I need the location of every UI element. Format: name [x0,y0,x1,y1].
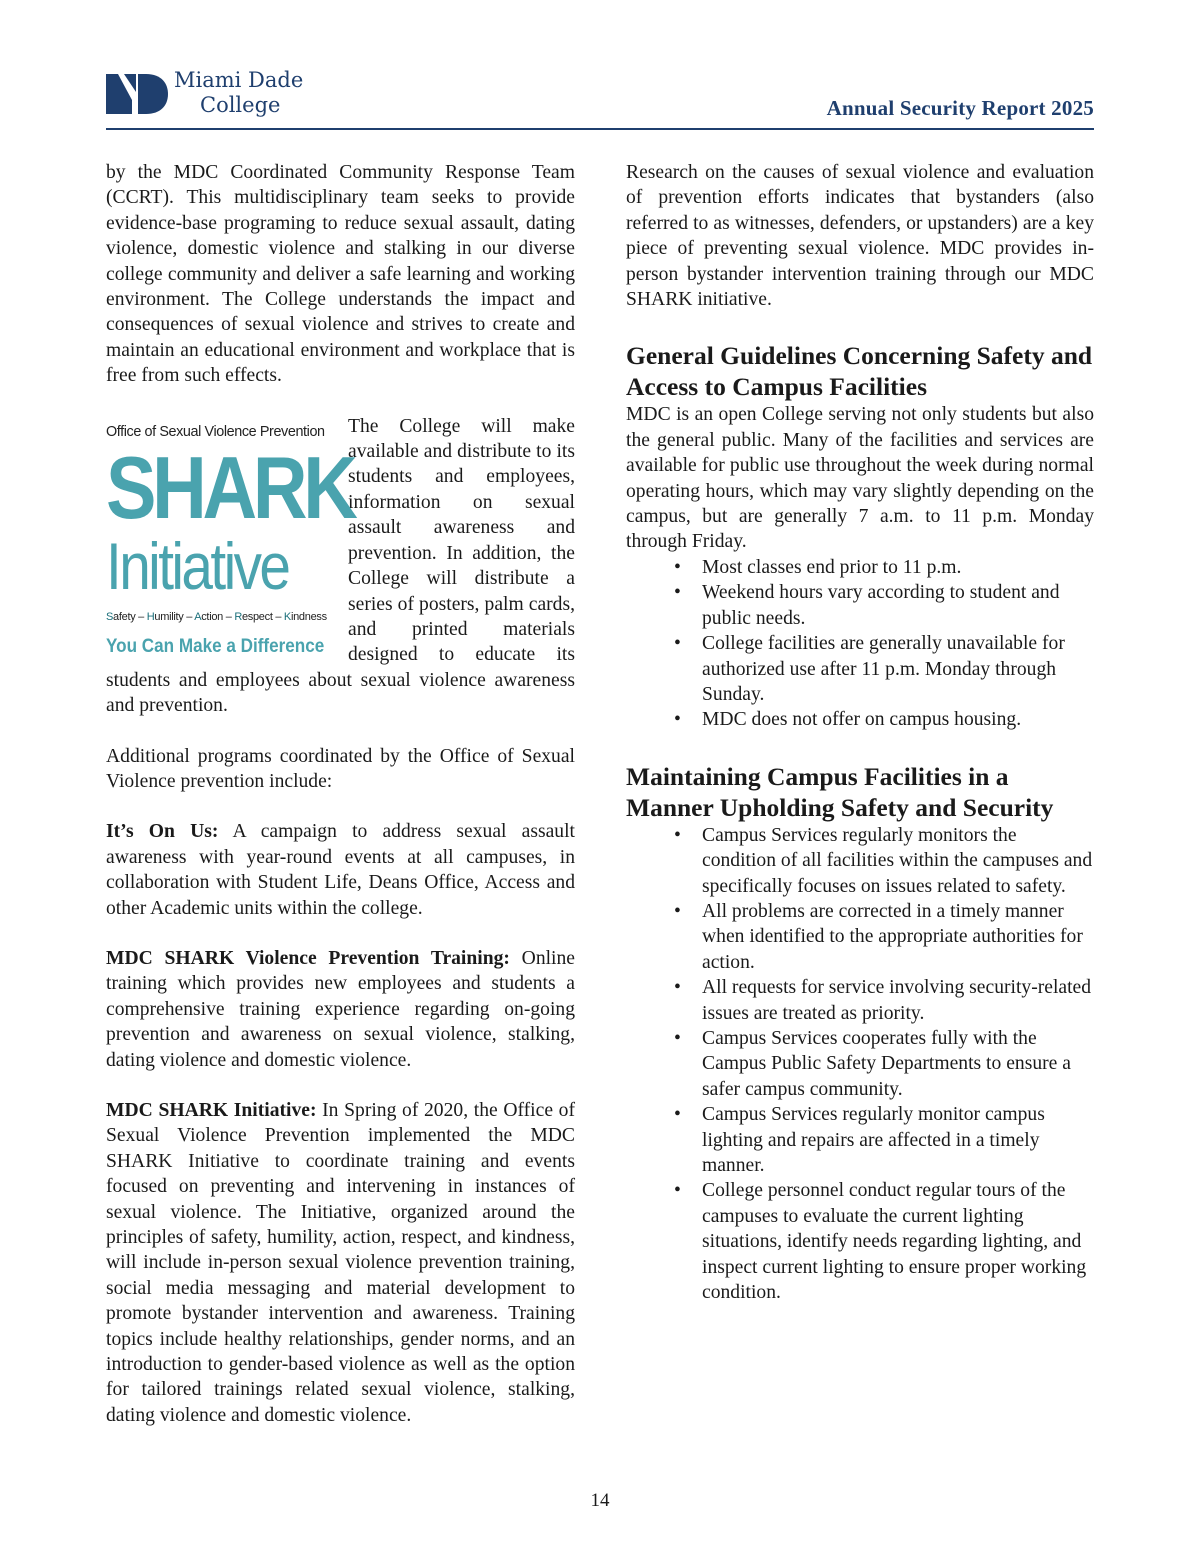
list-item-text: Campus Services cooperates fully with the Campus Public Safety Departments to ensure a safer campus community. [702,1027,1071,1100]
initiative-wordmark: Initiative [106,529,289,604]
shark-training-text: Online training which provides new employees and students a comprehensive training experience regarding on-going prevention and awareness on sexual violence, stalking, dating violence and domestic violence. [106,947,575,1071]
list-item-text: All problems are corrected in a timely manner when identified to the appropriate authorities for action. [702,900,1083,973]
paragraph-shark-initiative [106,1098,575,1428]
value-rest: espect – [241,611,284,624]
value-rest: ction – [201,611,235,624]
right-column [626,160,1094,1305]
page-number: 14 [590,1490,610,1511]
list-item [674,555,1094,580]
report-title: Annual Security Report 2025 [826,96,1094,120]
list-item-text: College facilities are generally unavailable for authorized use after 11 p.m. Monday through Sunday. [702,633,1065,705]
list-item-text: Most classes end prior to 11 p.m. [702,556,962,578]
list-item-text: College personnel conduct regular tours of the campuses to evaluate the current lighting situations, identify needs regarding lighting, and inspect current lighting to ensure proper working condition. [702,1180,1087,1304]
logo-line-2: College [200,93,281,117]
value-initial: A [194,611,202,624]
heading-general-guidelines: General Guidelines Concerning Safety and Access to Campus Facilities [626,341,1093,402]
shark-initiative-logo [106,420,354,660]
list-item-text: All requests for service involving security-related issues are treated as priority. [702,977,1092,1024]
value-rest: indness [290,611,327,624]
list-item [674,823,1094,899]
list-item [674,1178,1094,1305]
left-column [106,160,575,1428]
logo-wordmark [174,68,303,118]
list-item [674,707,1094,732]
list-item [674,580,1094,631]
value-initial: K [283,611,291,624]
its-on-us-label: It’s On Us: [106,821,219,843]
bullet-icon: • [674,1027,681,1049]
bullet-icon: • [674,709,681,731]
value-initial: H [146,611,155,624]
shark-initiative-label: MDC SHARK Initiative: [106,1100,317,1121]
value-initial: R [234,611,242,624]
paragraph-bystanders: Research on the causes of sexual violence and evaluation of prevention efforts indicates that bystanders (also referred to as witnesses, defenders, or upstanders) are a key piece of preventing sexual violence. MDC provides in-person bystander intervention training through our MDC SHARK initiative. [626,162,1094,311]
list-item-text: Weekend hours vary according to student and public needs. [702,582,1060,629]
paragraph-shark-training [106,946,575,1073]
list-item [674,1102,1094,1178]
shark-wordmark: SHARK [106,438,354,538]
shark-initiative-text: In Spring of 2020, the Office of Sexual Violence Prevention implemented the MDC SHARK Initiative to coordinate training and events focused on preventing and intervening in instances of sexual violence. The Initiative, organized around the principles of safety, humility, action, respect, and kindness, will include in-person sexual violence prevention training, social media messaging and material development to promote bystander intervention and awareness. Training topics include healthy relationships, gender norms, and an introduction to gender-based violence as well as the option for tailored trainings related sexual violence, stalking, dating violence and domestic violence. [106,1100,575,1426]
its-on-us-text: A campaign to address sexual assault awareness with year-round events at all campuses, in collaboration with Student Life, Deans Office, Access and other Academic units within the college. [106,821,575,919]
list-item [674,899,1094,975]
shark-section [106,414,575,719]
shark-tagline: You Can Make a Difference [106,636,325,658]
bullet-icon: • [674,1104,681,1126]
facility-hours-list [626,555,1094,733]
shark-office-label: Office of Sexual Violence Prevention [106,423,325,440]
list-item [674,1026,1094,1102]
paragraph-open-college: MDC is an open College serving not only students but also the general public. Many of the facilities and services are available for public use throughout the week during normal operating hours, which may vary slightly depending on the campus, but are generally 7 a.m. to 11 p.m. Monday through Friday. [626,404,1094,553]
paragraph-additional-programs: Additional programs coordinated by the Office of Sexual Violence prevention include: [106,745,575,792]
value-rest: umility – [154,611,195,624]
logo-line-1: Miami Dade [174,68,304,92]
bullet-icon: • [674,582,681,604]
list-item-text: Campus Services regularly monitors the condition of all facilities within the campuses and specifically focuses on issues related to safety. [702,824,1093,897]
bullet-icon: • [674,1180,681,1202]
heading-maintaining-facilities: Maintaining Campus Facilities in a Manner Upholding Safety and Security [626,761,1054,822]
bullet-icon: • [674,900,681,922]
paragraph-its-on-us [106,819,575,921]
mdc-logo-icon [106,70,170,116]
shark-values [106,605,326,630]
maintenance-list [626,823,1094,1306]
bullet-icon: • [674,977,681,999]
bullet-icon: • [674,556,681,578]
value-rest: afety – [113,611,147,624]
page-header [106,68,1094,130]
list-item [674,975,1094,1026]
list-item-text: Campus Services regularly monitor campus lighting and repairs are affected in a timely manner. [702,1104,1045,1176]
value-initial: S [106,611,114,624]
paragraph-ccrt: by the MDC Coordinated Community Response Team (CCRT). This multidisciplinary team seeks to provide evidence-base programing to reduce sexual assault, dating violence, domestic violence and stalking in our diverse college community and deliver a safe learning and working environment. The College understands the impact and consequences of sexual violence and strives to create and maintain an educational environment and workplace that is free from such effects. [106,162,575,387]
shark-training-label: MDC SHARK Violence Prevention Training: [106,947,510,969]
bullet-icon: • [674,824,681,846]
list-item [674,631,1094,707]
bullet-icon: • [674,633,681,655]
paragraph-distribution: The College will make available and distribute to its students and employees, information on sexual assault awareness and prevention. In addition, the College will distribute a series of posters, palm cards, and printed materials designed to educate its students and employees about sexual violence awareness and prevention. [106,415,575,717]
list-item-text: MDC does not offer on campus housing. [702,709,1022,731]
